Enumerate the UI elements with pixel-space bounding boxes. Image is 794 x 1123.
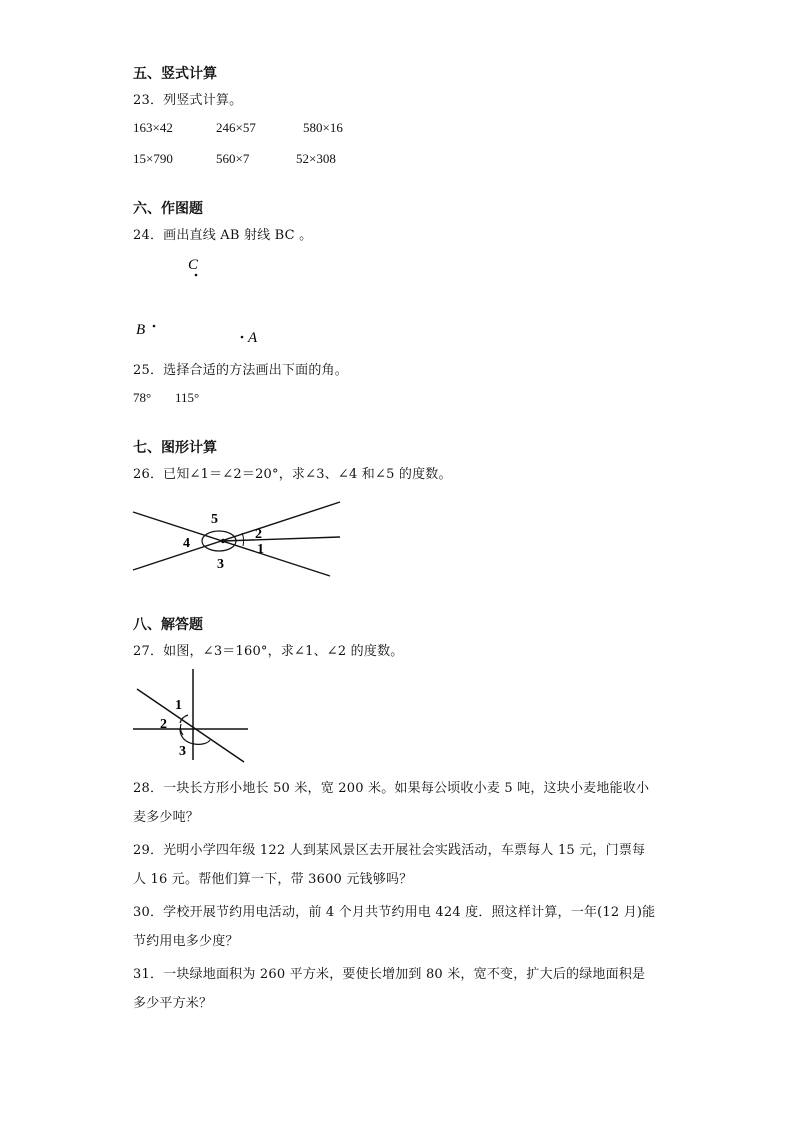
line-2	[133, 502, 340, 570]
question-31-line1: 31．一块绿地面积为 260 平方米，要使长增加到 80 米，宽不变，扩大后的绿地面积是	[133, 967, 646, 982]
arc-3	[180, 729, 210, 744]
angle-78: 78°	[133, 390, 152, 405]
question-30-line1: 30．学校开展节约用电活动，前 4 个月共节约用电 424 度．照这样计算，一年(12 月)能	[133, 905, 656, 920]
point-a-dot	[241, 336, 244, 339]
question-27: 27．如图，∠3＝160°，求∠1、∠2 的度数。	[133, 644, 404, 659]
label-1: 1	[257, 542, 264, 557]
point-c-dot	[195, 274, 198, 277]
question-29-line2: 人 16 元。帮他们算一下，带 3600 元钱够吗？	[133, 872, 413, 887]
expression-3: 580×16	[303, 120, 343, 135]
expression-6: 52×308	[296, 151, 336, 166]
label-2: 2	[160, 717, 167, 732]
question-24: 24．画出直线 AB 射线 BC 。	[133, 228, 313, 243]
expression-4: 15×790	[133, 151, 173, 166]
label-5: 5	[211, 512, 218, 527]
question-28-line1: 28．一块长方形小地长 50 米，宽 200 米。如果每公顷收小麦 5 吨，这块小麦地能收小	[133, 781, 650, 796]
line-1	[133, 512, 330, 576]
question-25: 25．选择合适的方法画出下面的角。	[133, 363, 348, 378]
label-3: 3	[217, 557, 224, 572]
section-5-title: 五、竖式计算	[133, 66, 217, 82]
vertex-dot	[221, 539, 225, 543]
point-b-dot	[153, 325, 156, 328]
section-6-title: 六、作图题	[133, 201, 203, 217]
label-2: 2	[255, 527, 262, 542]
figure-27	[130, 667, 255, 767]
question-30-line2: 节约用电多少度？	[133, 934, 239, 949]
point-c-label: C	[188, 257, 199, 273]
figure-26	[130, 497, 345, 582]
question-29-line1: 29．光明小学四年级 122 人到某风景区去开展社会实践活动，车票每人 15 元，门票每	[133, 843, 646, 858]
point-a-label: A	[248, 330, 258, 346]
label-3: 3	[179, 744, 186, 759]
expression-5: 560×7	[216, 151, 250, 166]
question-28-line2: 麦多少吨？	[133, 810, 200, 825]
question-23: 23．列竖式计算。	[133, 93, 243, 108]
points-figure	[130, 250, 280, 350]
ray	[222, 537, 340, 541]
angle-arc-small	[242, 533, 244, 546]
label-4: 4	[183, 536, 190, 551]
expression-2: 246×57	[216, 120, 256, 135]
section-8-title: 八、解答题	[133, 617, 203, 633]
angle-115: 115°	[175, 390, 200, 405]
section-7-title: 七、图形计算	[133, 440, 217, 456]
expression-1: 163×42	[133, 120, 173, 135]
question-31-line2: 多少平方米？	[133, 996, 213, 1011]
point-b-label: B	[136, 322, 146, 338]
label-1: 1	[175, 698, 182, 713]
question-26: 26．已知∠1＝∠2＝20°，求∠3、∠4 和∠5 的度数。	[133, 467, 452, 482]
diagonal-line	[137, 689, 244, 762]
